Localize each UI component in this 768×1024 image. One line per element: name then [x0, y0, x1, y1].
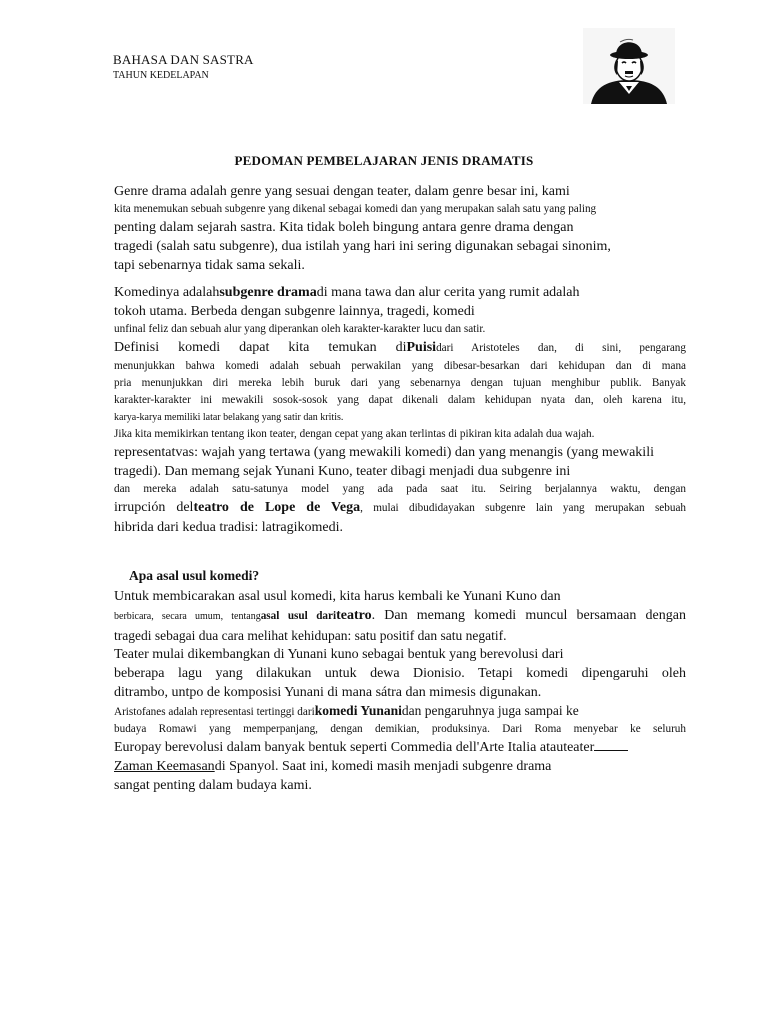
emphasis-asal-usul: asal usul dari [260, 610, 337, 622]
text-line: tragedi sebagai dua cara melihat kehidupan: satu positif dan satu negatif. [114, 628, 507, 643]
text-line: Jika kita memikirkan tentang ikon teater, dengan cepat yang akan terlintas di pikiran kita adalah dua wajah. [114, 428, 595, 440]
text-line: hibrida dari kedua tradisi: latragikomedi. [114, 520, 343, 535]
text-line: sangat penting dalam budaya kami. [114, 778, 312, 793]
text-line: tokoh utama. Berbeda dengan subgenre lainnya, tragedi, komedi [114, 304, 475, 319]
document-body [114, 182, 686, 795]
paragraph-3 [114, 587, 686, 795]
emphasis-subgenre-drama: subgenre drama [219, 285, 317, 300]
emphasis-puisi: Puisi [406, 340, 437, 355]
text-line: tapi sebenarnya tidak sama sekali. [114, 258, 305, 273]
text-line: karya-karya memiliki latar belakang yang satir dan kritis. [114, 412, 344, 423]
text-line: unfinal feliz dan sebuah alur yang diperankan oleh karakter-karakter lucu dan satir. [114, 323, 486, 335]
subject-label: BAHASA DAN SASTRA [113, 52, 254, 67]
text-line: Europay berevolusi dalam banyak bentuk seperti Commedia dell'Arte Italia atauteater [114, 738, 686, 757]
emphasis-lope-de-vega: teatro de Lope de Vega [193, 500, 361, 515]
text-line: karakter-karakter ini mewakili sosok-sosok yang dapat dikenali dalam kehidupan nyata dan, oleh karena itu, [114, 394, 686, 406]
text-line: Definisi komedi dapat kita temukan diPuisidari Aristoteles dan, di sini, pengarang [114, 340, 686, 355]
text-line: Aristofanes adalah representasi tertinggi darikomedi Yunanidan pengaruhnya juga sampai ke [114, 703, 579, 718]
section-heading [114, 565, 686, 587]
text-line: beberapa lagu yang dilakukan untuk dewa Dionisio. Tetapi komedi dipengaruhi oleh [114, 666, 686, 681]
emphasis-komedi-yunani: komedi Yunani [314, 703, 402, 718]
text-line: ditrambo, untpo de komposisi Yunani di mana sátra dan mimesis digunakan. [114, 685, 542, 700]
text-line: budaya Romawi yang memperpanjang, dengan demikian, produksinya. Dari Roma menyebar ke seluruh [114, 723, 686, 735]
text-line: Teater mulai dikembangkan di Yunani kuno sebagai bentuk yang berevolusi dari [114, 647, 564, 662]
text-line: tragedi). Dan memang sejak Yunani Kuno, teater dibagi menjadi dua subgenre ini [114, 464, 571, 479]
text-line: Untuk membicarakan asal usul komedi, kita harus kembali ke Yunani Kuno dan [114, 589, 561, 604]
text-line: menunjukkan bahwa komedi adalah sebuah perwakilan yang dibesar-besarkan dari kehidupan dan di mana [114, 360, 686, 372]
text-line: Komedinya adalahsubgenre dramadi mana tawa dan alur cerita yang rumit adalah [114, 285, 580, 300]
text-line: penting dalam sejarah sastra. Kita tidak boleh bingung antara genre drama dengan [114, 220, 574, 235]
link-zaman-keemasan: Zaman Keemasan [114, 759, 215, 774]
text-line: dan mereka adalah satu-satunya model yang ada pada saat itu. Seiring berjalannya waktu, dengan [114, 483, 686, 495]
page-title: PEDOMAN PEMBELAJARAN JENIS DRAMATIS [234, 153, 534, 168]
charlie-chaplin-portrait-icon [583, 28, 675, 104]
document-header [113, 52, 254, 81]
text-line: pria menunjukkan diri mereka lebih buruk dari yang sebenarnya dengan tujuan menghibur publik. Banyak [114, 377, 686, 389]
text-line: kita menemukan sebuah subgenre yang dikenal sebagai komedi dan yang merupakan salah satu yang paling [114, 203, 597, 215]
text-line: tragedi (salah satu subgenre), dua istilah yang hari ini sering digunakan sebagai sinonim, [114, 239, 611, 254]
text-line: Genre drama adalah genre yang sesuai dengan teater, dalam genre besar ini, kami [114, 184, 570, 199]
heading-origin-comedy: Apa asal usul komedi? [129, 568, 260, 583]
year-label: TAHUN KEDELAPAN [113, 70, 209, 81]
paragraph-1 [114, 182, 686, 275]
blank-line [594, 740, 628, 751]
text-line: representatvas: wajah yang tertawa (yang mewakili komedi) dan yang menangis (yang mewakili [114, 445, 654, 460]
paragraph-2 [114, 283, 686, 537]
text-line: irrupción delteatro de Lope de Vega, mulai dibudidayakan subgenre lain yang merupakan sebuah [114, 500, 687, 515]
emphasis-teatro: teatro [336, 608, 372, 623]
text-line: berbicara, secara umum, tentangasal usul dariteatro. Dan memang komedi muncul bersamaan dengan [114, 608, 686, 623]
text-line: Zaman Keemasandi Spanyol. Saat ini, komedi masih menjadi subgenre drama [114, 759, 552, 774]
